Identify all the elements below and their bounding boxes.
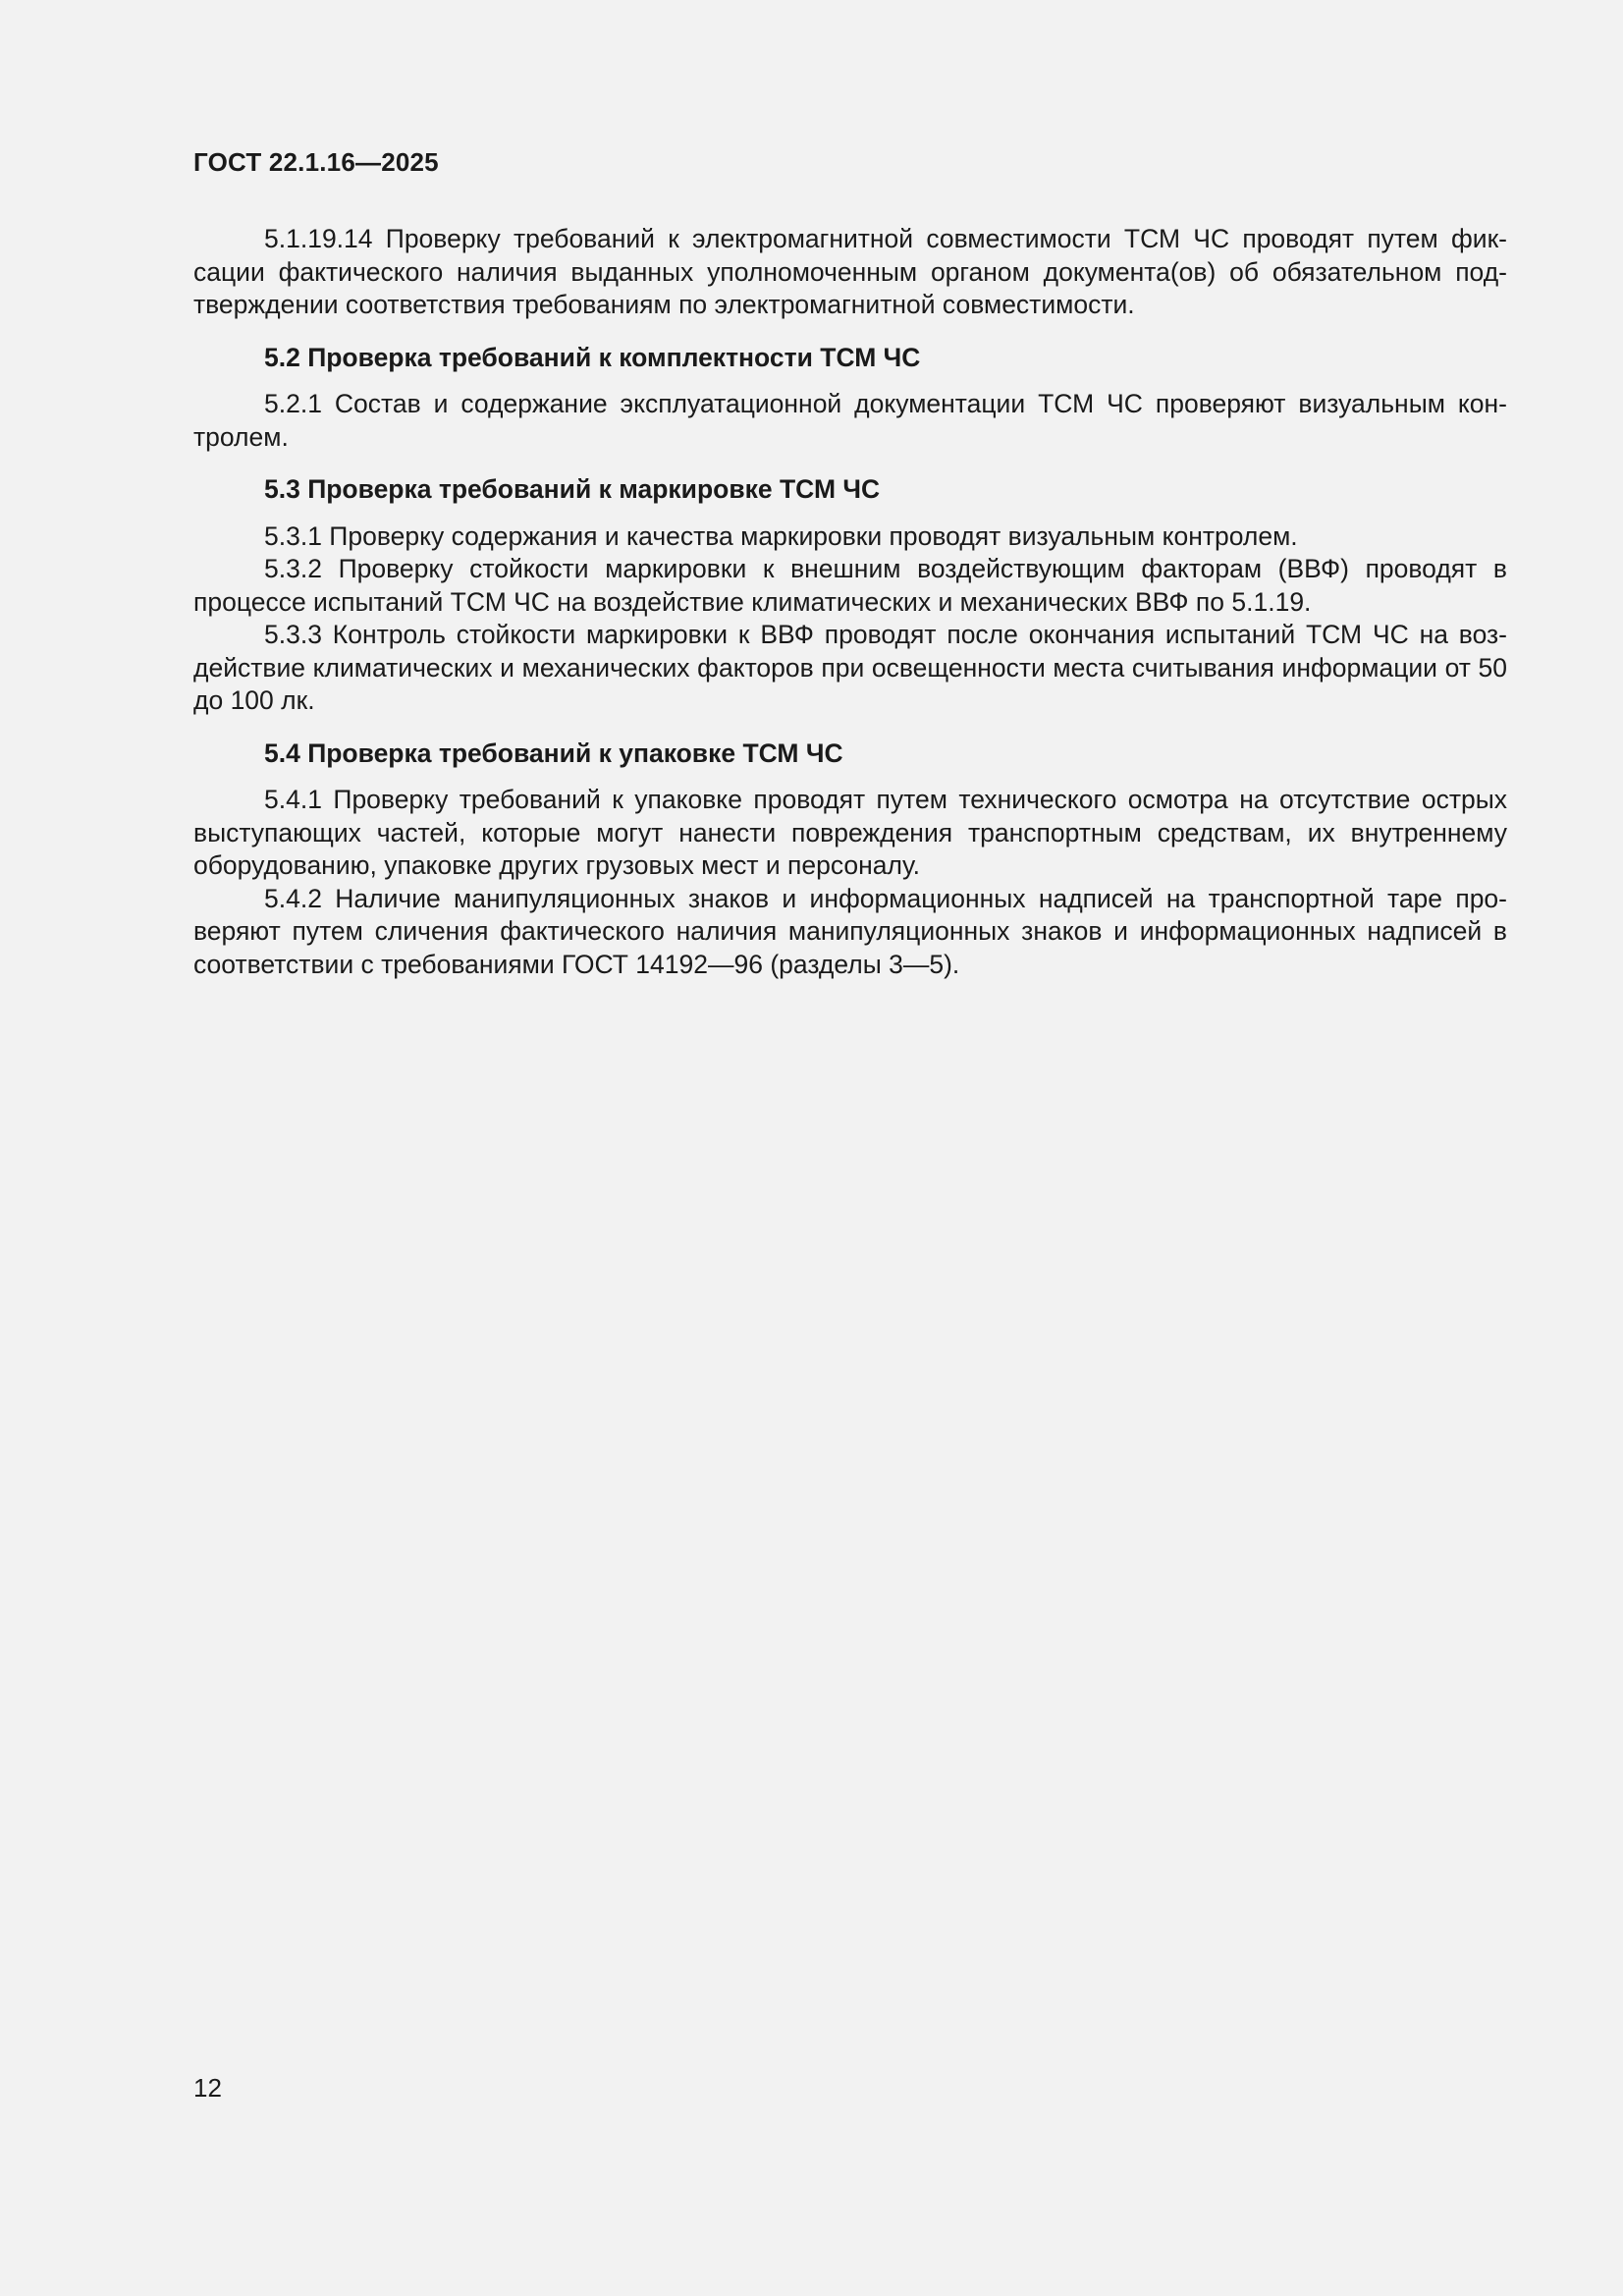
section-heading-5-4: 5.4 Проверка требований к упаковке ТСМ ЧС xyxy=(264,738,843,768)
section-heading-5-2: 5.2 Проверка требований к комплектности ТСМ ЧС xyxy=(264,342,921,372)
paragraph-5-4-2: 5.4.2 Наличие манипуляционных знаков и информационных надписей на транспортной таре проверяют путем сличения фактического наличия манипуляционных знаков и информационных надписей в соответствии с требованиями ГОСТ 14192—96 (разделы 3—5). xyxy=(193,883,1507,979)
paragraph-5-1-19-14: 5.1.19.14 Проверку требований к электромагнитной совместимости ТСМ ЧС проводят путем фиксации фактического наличия выданных уполномоченным органом документа(ов) об обязательном подтверждении соответствия требованиям по электромагнитной совместимости. xyxy=(193,224,1507,319)
paragraph-5-4-1: 5.4.1 Проверку требований к упаковке проводят путем технического осмотра на отсутствие острых выступающих частей, которые могут нанести повреждения транспортным средствам, их внутреннему оборудованию, упаковке других грузовых мест и персоналу. xyxy=(193,785,1507,880)
document-body xyxy=(193,223,1507,981)
document-number-header: ГОСТ 22.1.16—2025 xyxy=(193,147,439,177)
paragraph-5-3-3: 5.3.3 Контроль стойкости маркировки к ВВФ проводят после окончания испытаний ТСМ ЧС на воздействие климатических и механических факторов при освещенности места считывания информации от 50 до 100 лк. xyxy=(193,620,1507,715)
section-heading-5-3: 5.3 Проверка требований к маркировке ТСМ ЧС xyxy=(264,474,881,504)
paragraph-5-3-2: 5.3.2 Проверку стойкости маркировки к внешним воздействующим факторам (ВВФ) проводят в процессе испытаний ТСМ ЧС на воздействие климатических и механических ВВФ по 5.1.19. xyxy=(193,554,1507,617)
paragraph-5-2-1: 5.2.1 Состав и содержание эксплуатационной документации ТСМ ЧС проверяют визуальным контролем. xyxy=(193,389,1507,452)
page-number: 12 xyxy=(193,2073,222,2103)
paragraph-5-3-1: 5.3.1 Проверку содержания и качества маркировки проводят визуальным контролем. xyxy=(264,520,1298,551)
